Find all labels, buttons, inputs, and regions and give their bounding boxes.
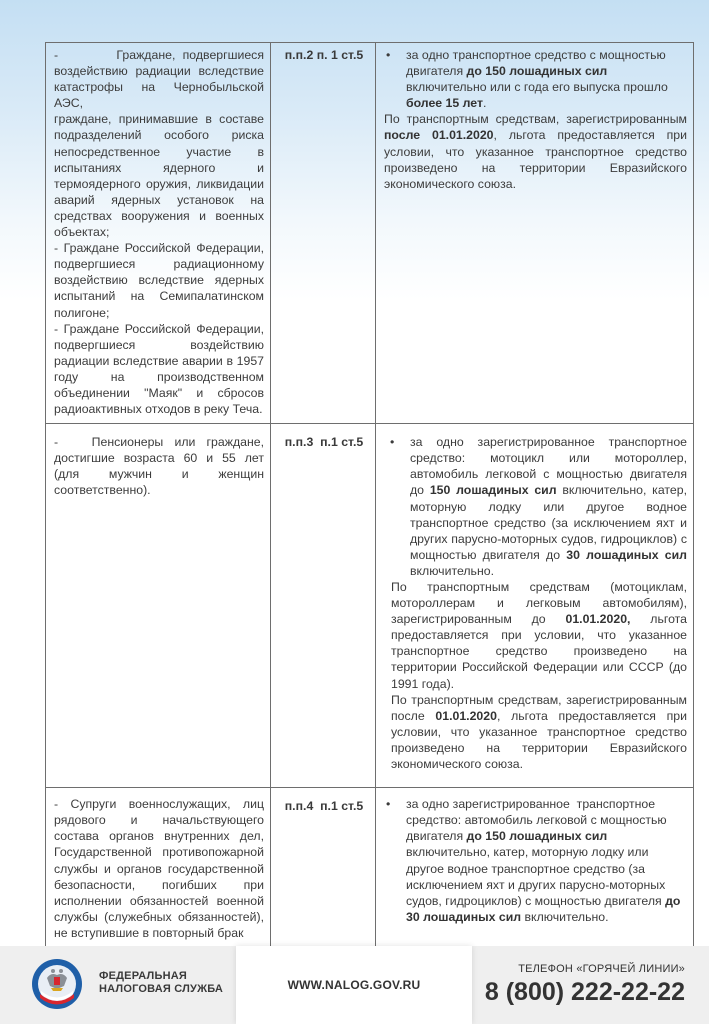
- benefit-bold: 30 лошадиных сил: [566, 547, 687, 562]
- table-row: [46, 788, 694, 948]
- article-cell: п.п.4 п.1 ст.5: [271, 788, 376, 948]
- category-text: - Пенсионеры или граждане, достигшие возраста 60 и 55 лет (для мужчин и женщин соответственно).: [54, 435, 264, 498]
- table-row: [46, 43, 694, 424]
- benefit-bold: до 30 лошадиных сил: [406, 893, 681, 924]
- benefit-text: включительно, катер, моторную лодку или другое водное транспортное средство (за исключением яхт и других парусно-моторных судов, гидроциклов) с мощностью двигателя: [406, 845, 666, 908]
- condition-note: [388, 692, 687, 772]
- page-footer: [0, 946, 709, 1024]
- bullet-item: [388, 434, 687, 579]
- website-box: [236, 946, 472, 1024]
- benefit-bold: более 15 лет: [406, 96, 483, 111]
- note-bold: 01.01.2020,: [565, 612, 631, 627]
- category-text: граждане, принимавшие в составе подразделений особого риска непосредственное участие в испытаниях ядерного и термоядерного оружия, ликвидации аварий ядерных установок на средствах вооружения и военных объектах;: [54, 112, 264, 240]
- bullet-icon: •: [390, 435, 395, 450]
- note-text: льгота предоставляется при условии, что указанное транспортное средство произведено на территории Российской Федерации или СССР (до 1991 года).: [391, 612, 687, 691]
- benefit-bold: 150 лошадиных сил: [429, 483, 557, 498]
- hotline-phone-number[interactable]: 8 (800) 222-22-22: [484, 978, 685, 1006]
- org-name-line2: НАЛОГОВАЯ СЛУЖБА: [99, 983, 224, 995]
- article-cell: п.п.2 п. 1 ст.5: [271, 43, 376, 424]
- category-text: - Супруги военнослужащих, лиц рядового и начальствующего состава органов внутренних дел, Государственной противопожарной службы и органов государственной безопасности, погибших при исполнении обязанностей военной службы (служебных обязанностей), не вступившие в повторный брак: [54, 797, 264, 940]
- category-text: - Граждане Российской Федерации, подвергшиеся радиационному воздействию вследствие ядерных испытаний на Семипалатинском полигоне;: [54, 241, 264, 320]
- bullet-item: [384, 47, 687, 111]
- benefit-text: включительно или с года его выпуска прошло: [406, 80, 668, 95]
- table-row: [46, 424, 694, 788]
- hotline-label: ТЕЛЕФОН «ГОРЯЧЕЙ ЛИНИИ»: [518, 963, 685, 975]
- note-text: По транспортным средствам (мотоциклам, мотороллерам и легковым автомобилям), зарегистрированным до: [391, 580, 687, 627]
- bullet-icon: •: [386, 797, 391, 812]
- benefit-text: включительно, катер, моторную лодку или другое водное транспортное средство (за исключением яхт и других парусно-моторных судов, гидроциклов) с мощностью двигателя до: [410, 483, 687, 562]
- note-text: По транспортным средствам, зарегистрированным после: [391, 692, 687, 723]
- benefit-text: включительно.: [521, 909, 609, 924]
- benefit-text: .: [483, 96, 487, 111]
- category-text: - Граждане, подвергшиеся воздействию радиации вследствие катастрофы на Чернобыльской АЭС,: [54, 48, 264, 111]
- note-bold: 01.01.2020: [435, 708, 497, 723]
- fns-emblem-icon: [31, 958, 83, 1010]
- benefit-cell: [376, 43, 694, 424]
- org-name-line1: ФЕДЕРАЛЬНАЯ: [99, 970, 187, 982]
- benefit-text: включительно.: [410, 563, 495, 578]
- category-text: - Граждане Российской Федерации, подвергшиеся воздействию радиации вследствие аварии в 1957 году на производственном объединении "Маяк" и сбросов радиоактивных отходов в реку Теча.: [54, 321, 264, 417]
- condition-note: [384, 111, 687, 191]
- website-link[interactable]: WWW.NALOG.GOV.RU: [287, 978, 421, 992]
- note-text: , льгота предоставляется при условии, что указанное транспортное средство произведено на территории Евразийского экономического союза.: [384, 128, 687, 191]
- note-text: По транспортным средствам, зарегистрированным: [384, 112, 687, 127]
- benefit-bold: до 150 лошадиных сил: [466, 829, 608, 844]
- benefit-cell: [376, 788, 694, 948]
- benefit-cell: [376, 424, 694, 788]
- note-bold: после 01.01.2020: [384, 128, 494, 143]
- note-text: , льгота предоставляется при условии, что указанное транспортное средство произведено на территории Евразийского экономического союза.: [391, 708, 688, 772]
- category-cell: [46, 424, 271, 788]
- org-name: [99, 970, 223, 996]
- category-cell: [46, 788, 271, 948]
- bullet-item: [384, 796, 687, 925]
- benefit-bold: до 150 лошадиных сил: [466, 64, 608, 79]
- benefit-text: за одно зарегистрированное транспортное средство: мотоцикл или мотороллер, автомобиль легковой с мощностью двигателя до: [410, 435, 687, 498]
- condition-note: [388, 579, 687, 692]
- category-cell: [46, 43, 271, 424]
- tax-benefits-table: [45, 42, 694, 948]
- bullet-icon: •: [386, 48, 391, 62]
- benefit-text: за одно зарегистрированное транспортное средство: автомобиль легковой с мощностью двигателя: [406, 797, 667, 844]
- article-cell: п.п.3 п.1 ст.5: [271, 424, 376, 788]
- benefit-text: за одно транспортное средство с мощностью двигателя: [406, 48, 666, 79]
